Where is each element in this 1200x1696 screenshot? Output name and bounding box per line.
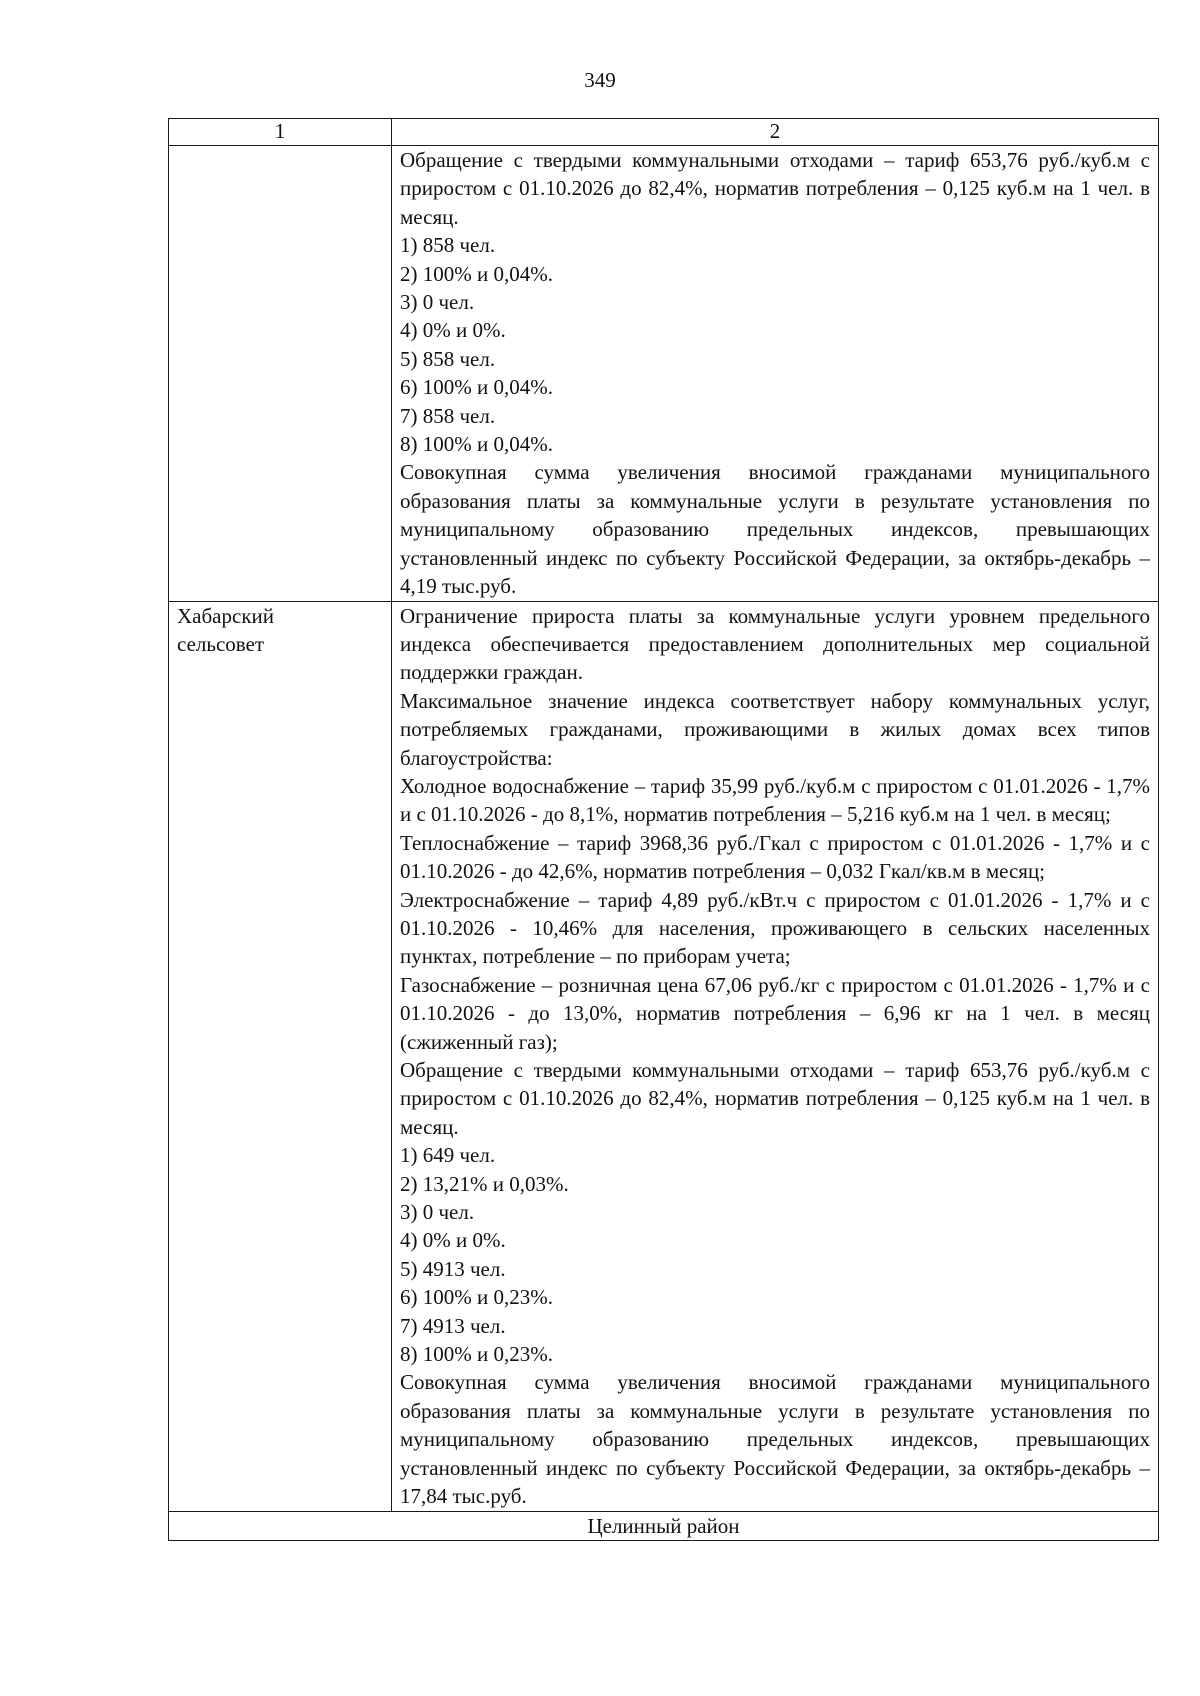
list-item: 7) 4913 чел. <box>400 1313 506 1338</box>
list-item: 3) 0 чел. <box>400 1200 475 1225</box>
list-item: 8) 100% и 0,04%. <box>400 432 553 457</box>
tariff-table <box>168 118 1159 1541</box>
gas-paragraph: Газоснабжение – розничная цена 67,06 руб./кг с приростом с 01.01.2026 - 1,7% и с 01.10.2026 - до 13,0%, норматив потребления – 6,96 кг на 1 чел. в месяц (сжиженный газ); <box>400 972 1150 1054</box>
list-item: 4) 0% и 0%. <box>400 1228 506 1253</box>
list-item: 5) 858 чел. <box>400 346 496 371</box>
municipality-name-line1: Хабарский <box>177 603 274 628</box>
table-header-row <box>169 119 1159 146</box>
details-cell <box>392 146 1159 602</box>
list-item: 6) 100% и 0,23%. <box>400 1285 553 1310</box>
section-title: Целинный район <box>169 1511 1159 1540</box>
list-item: 2) 13,21% и 0,03%. <box>400 1171 569 1196</box>
table-row-continued <box>169 146 1159 602</box>
limitation-paragraph: Ограничение прироста платы за коммунальные услуги уровнем предельного индекса обеспечивается предоставлением дополнительных мер социальной поддержки граждан. <box>400 603 1150 685</box>
details-cell <box>392 601 1159 1511</box>
msw-paragraph: Обращение с твердыми коммунальными отходами – тариф 653,76 руб./куб.м с приростом с 01.10.2026 до 82,4%, норматив потребления – 0,125 куб.м на 1 чел. в месяц. <box>400 148 1150 229</box>
list-item: 8) 100% и 0,23%. <box>400 1342 553 1367</box>
list-item: 1) 649 чел. <box>400 1143 496 1168</box>
column-header-1: 1 <box>169 119 392 146</box>
municipality-cell <box>169 601 392 1511</box>
total-increase-paragraph: Совокупная сумма увеличения вносимой гражданами муниципального образования платы за коммунальные услуги в результате установления по муниципальному образованию предельных индексов, превышающих установленный индекс по субъекту Российской Федерации, за октябрь-декабрь – 17,84 тыс.руб. <box>400 1370 1150 1509</box>
municipality-cell-empty <box>169 146 392 602</box>
cold-water-paragraph: Холодное водоснабжение – тариф 35,99 руб./куб.м с приростом с 01.01.2026 - 1,7% и с 01.10.2026 - до 8,1%, норматив потребления – 5,216 куб.м на 1 чел. в месяц; <box>400 773 1150 827</box>
list-item: 6) 100% и 0,04%. <box>400 375 553 400</box>
list-item: 3) 0 чел. <box>400 290 475 315</box>
municipality-name-line2: сельсовет <box>177 631 265 656</box>
list-item: 7) 858 чел. <box>400 403 496 428</box>
list-item: 5) 4913 чел. <box>400 1256 506 1281</box>
page-number: 349 <box>584 68 616 92</box>
table-row-khabarsky <box>169 601 1159 1511</box>
column-header-2: 2 <box>392 119 1159 146</box>
electricity-paragraph: Электроснабжение – тариф 4,89 руб./кВт.ч с приростом с 01.01.2026 - 1,7% и с 01.10.2026 - 10,46% для населения, проживающего в сельских населенных пунктах, потребление – по приборам учета; <box>400 887 1150 969</box>
heating-paragraph: Теплоснабжение – тариф 3968,36 руб./Гкал с приростом с 01.01.2026 - 1,7% и с 01.10.2026 - до 42,6%, норматив потребления – 0,032 Гкал/кв.м в месяц; <box>400 830 1150 884</box>
total-increase-paragraph: Совокупная сумма увеличения вносимой гражданами муниципального образования платы за коммунальные услуги в результате установления по муниципальному образованию предельных индексов, превышающих установленный индекс по субъекту Российской Федерации, за октябрь-декабрь – 4,19 тыс.руб. <box>400 460 1150 599</box>
msw-paragraph: Обращение с твердыми коммунальными отходами – тариф 653,76 руб./куб.м с приростом с 01.10.2026 до 82,4%, норматив потребления – 0,125 куб.м на 1 чел. в месяц. <box>400 1058 1150 1139</box>
list-item: 2) 100% и 0,04%. <box>400 261 553 286</box>
list-item: 4) 0% и 0%. <box>400 318 506 343</box>
list-item: 1) 858 чел. <box>400 233 496 258</box>
max-index-paragraph: Максимальное значение индекса соответствует набору коммунальных услуг, потребляемых гражданами, проживающими в жилых домах всех типов благоустройства: <box>400 688 1150 770</box>
section-row <box>169 1511 1159 1540</box>
